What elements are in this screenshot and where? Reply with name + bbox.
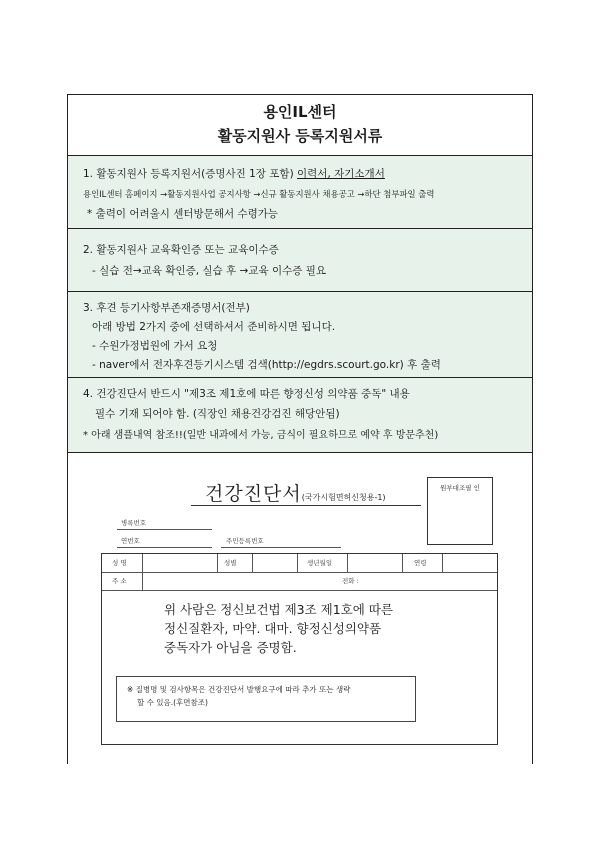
verification-stamp-box <box>427 477 493 545</box>
phone-label: 전화 : <box>342 577 359 585</box>
address-label: 주 소 <box>112 577 127 585</box>
address-row <box>102 572 497 591</box>
statement-line-2: 정신질환자, 마약. 대마. 향정신성의약품 <box>164 621 382 636</box>
resident-no-label: 주민등록번호 <box>226 537 264 545</box>
certificate-subtitle: (국가시험면허신청용-1) <box>301 493 386 502</box>
age-divider <box>402 554 403 572</box>
section-4-note: * 아래 샘플내역 참조!!(일반 내과에서 가능, 금식이 필요하므로 예약 후 방문추천) <box>83 430 439 441</box>
address-divider <box>142 572 143 590</box>
section-1-title: 1. 활동지원사 등록지원서(증명사진 1장 포함) <box>83 168 298 180</box>
note-line-1: ※ 질병명 및 검사항목은 건강진단서 발행요구에 따라 추가 또는 생략 <box>127 685 351 694</box>
license-no-label: 병록번호 <box>121 519 147 527</box>
section-2-title: 2. 활동지원사 교육확인증 또는 교육이수증 <box>83 244 279 256</box>
certificate-form <box>91 465 524 747</box>
section-3-option-2: - naver에서 전자후견등기시스템 검색(http://egdrs.scourt.go.kr) 후 출력 <box>92 359 441 371</box>
note-line-2: 할 수 있음.(후면참조) <box>137 698 208 707</box>
section-1-heading <box>83 166 385 181</box>
birth-value-divider <box>347 554 348 572</box>
sex-value-divider <box>252 554 253 572</box>
certificate-note <box>127 683 350 709</box>
age-value-divider <box>442 554 443 572</box>
certificate-note-box <box>116 676 416 722</box>
section-3-title: 3. 후견 등기사항부존재증명서(전부) <box>83 302 250 314</box>
section-4-title: 4. 건강진단서 반드시 "제3조 제1호에 따른 향정신성 의약품 중독" 내용 <box>83 388 410 400</box>
resident-no-line <box>221 547 341 548</box>
certificate-title-text: 건강진단서 <box>205 483 302 505</box>
section-1-path: 용인IL센터 홈페이지 →활동지원사업 공지사항 →신규 활동지원사 채용공고 →하단 첨부파일 출력 <box>83 189 435 199</box>
certificate-title <box>205 479 386 506</box>
section-2-detail: - 실습 전→교육 확인증, 실습 후 →교육 이수증 필요 <box>92 265 326 277</box>
section-3 <box>68 291 532 377</box>
section-1-extra-docs: 이력서, 자기소개서 <box>297 168 385 180</box>
certificate-table <box>101 553 498 745</box>
name-divider <box>142 554 143 572</box>
serial-no-label: 연번호 <box>121 537 140 545</box>
title-underline <box>191 505 421 506</box>
section-1-note: * 출력이 어려울시 센터방문해서 수령가능 <box>87 208 279 220</box>
section-4 <box>68 377 532 452</box>
license-no-line <box>117 529 212 530</box>
document-frame <box>67 94 533 764</box>
sample-health-certificate <box>68 452 532 764</box>
certificate-statement <box>164 600 484 657</box>
section-3-option-1: - 수원가정법원에 가서 요청 <box>92 340 218 352</box>
sex-divider <box>217 554 218 572</box>
name-label: 성 명 <box>112 559 127 567</box>
serial-no-line <box>117 547 212 548</box>
section-4-requirement: 필수 기재 되어야 함. (직장인 채용건강검진 해당안됨) <box>95 408 340 420</box>
age-label: 연령 <box>414 559 427 567</box>
document-title: 활동지원사 등록지원서류 <box>217 127 383 145</box>
name-row <box>102 554 497 573</box>
section-1 <box>68 155 532 228</box>
statement-line-1: 위 사람은 정신보건법 제3조 제1호에 따른 <box>164 602 393 617</box>
section-3-instruction: 아래 방법 2가지 중에 선택하셔서 준비하시면 됩니다. <box>92 321 336 333</box>
sex-label: 성별 <box>224 559 237 567</box>
statement-line-3: 중독자가 아님을 증명함. <box>164 640 297 655</box>
birth-divider <box>297 554 298 572</box>
stamp-label: 원부대조필 인 <box>440 484 480 492</box>
section-2 <box>68 228 532 291</box>
document-header <box>68 95 532 155</box>
birth-label: 생년월일 <box>307 559 333 567</box>
center-name: 용인IL센터 <box>263 103 337 121</box>
